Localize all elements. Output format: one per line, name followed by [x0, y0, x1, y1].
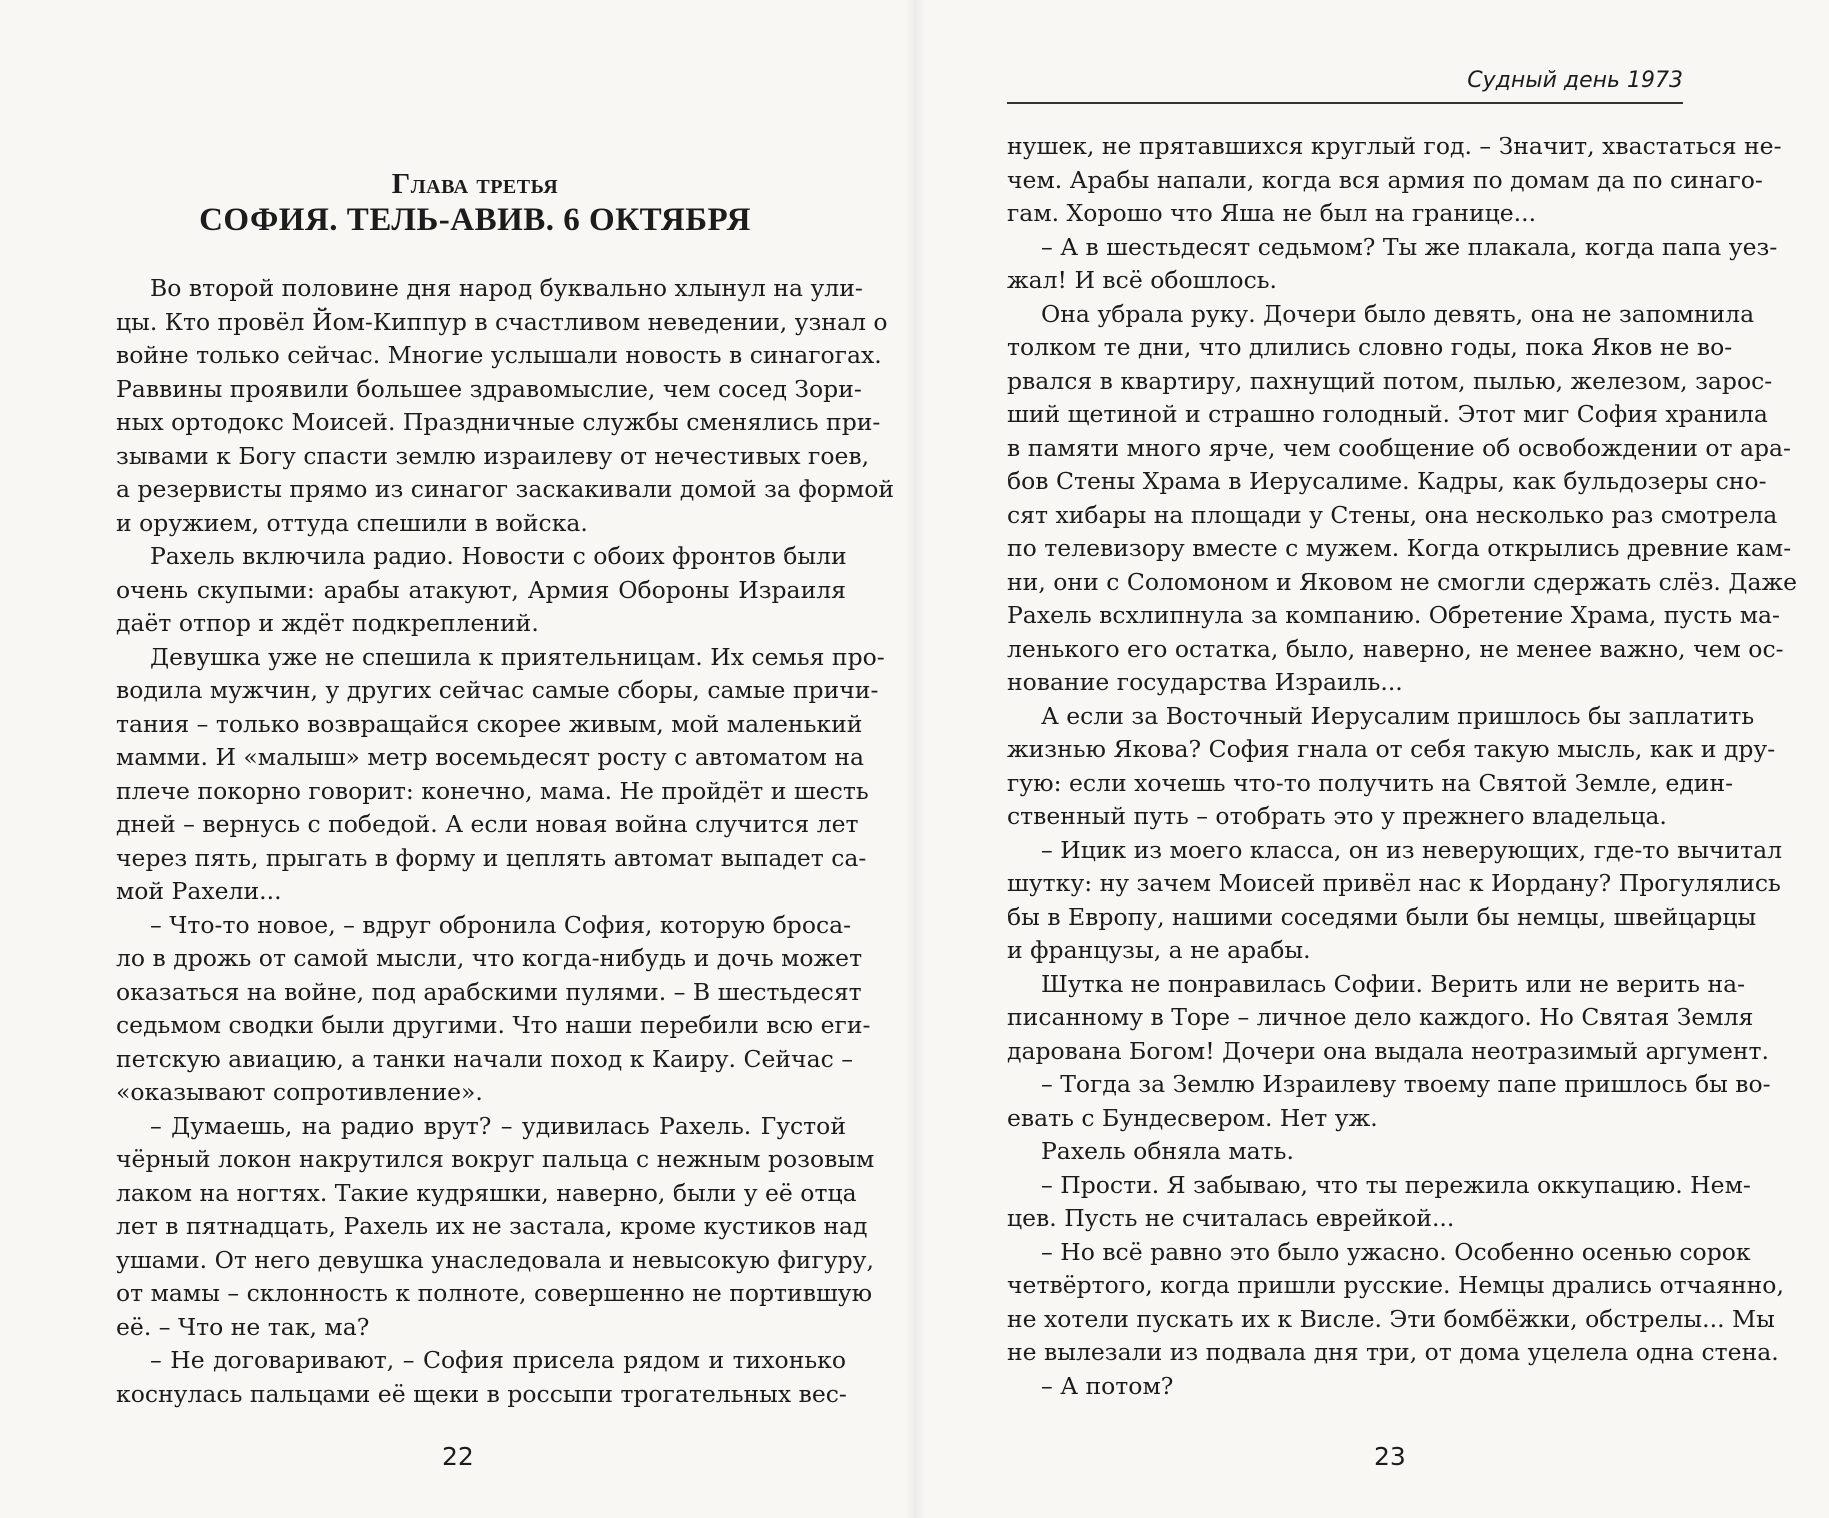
text-line: писанному в Торе – личное дело каждого. Но Святая Земля [1007, 1003, 1754, 1031]
text-line: ший щетиной и страшно голодный. Этот миг София хранила [1007, 400, 1768, 428]
text-line: сят хибары на площади у Стены, она несколько раз смотрела [1007, 500, 1778, 529]
text-line: не вылезали из подвала дня три, от дома уцелела одна стена. [1007, 1338, 1779, 1366]
text-line: ушами. От него девушка унаследовала и невысокую фигуру, [116, 1245, 874, 1274]
page-number-right: 23 [1374, 1442, 1406, 1471]
text-line: и французы, а не арабы. [1007, 936, 1311, 964]
text-line: бов Стены Храма в Иерусалиме. Кадры, как бульдозеры сно- [1007, 467, 1767, 495]
text-line: петскую авиацию, а танки начали поход к Каиру. Сейчас – [116, 1044, 853, 1073]
text-line: а резервисты прямо из синагог заскакивали домой за формой [116, 475, 895, 503]
text-line: Шутка не понравилась Софии. Верить или не верить на- [1041, 969, 1746, 998]
text-line: жал! И всё обошлось. [1007, 266, 1277, 294]
text-line: нование государства Израиль... [1007, 668, 1403, 696]
text-line: ни, они с Соломоном и Яковом не смогли сдержать слёз. Даже [1007, 567, 1797, 596]
text-line: чёрный локон накрутился вокруг пальца с нежным розовым [116, 1145, 875, 1173]
chapter-label: Глава третья [391, 168, 559, 200]
text-line: цев. Пусть не считалась еврейкой... [1007, 1204, 1455, 1232]
text-line: водила мужчин, у других сейчас самые сборы, самые причи- [116, 676, 879, 704]
text-line: чем. Арабы напали, когда вся армия по домам да по синаго- [1007, 165, 1763, 194]
text-line: зывами к Богу спасти землю израилеву от нечестивых гоев, [116, 441, 870, 470]
text-line: через пять, прыгать в форму и цеплять автомат выпадет са- [116, 843, 867, 872]
text-line: нушек, не прятавшихся круглый год. – Значит, хвастаться не- [1007, 132, 1782, 160]
text-line: в памяти много ярче, чем сообщение об освобождении от ара- [1007, 433, 1791, 462]
text-line: ных ортодокс Моисей. Праздничные службы сменялись при- [116, 408, 881, 436]
text-line: тания – только возвращайся скорее живым, мой маленький [116, 709, 863, 738]
text-line: – Но всё равно это было ужасно. Особенно осенью сорок [1041, 1237, 1751, 1266]
text-line: Она убрала руку. Дочери было девять, она не запомнила [1041, 299, 1755, 328]
text-line: Рахель включила радио. Новости с обоих фронтов были [150, 542, 847, 570]
text-line: даёт отпор и ждёт подкреплений. [116, 609, 539, 637]
text-line: ло в дрожь от самой мысли, что когда-нибудь и дочь может [116, 944, 863, 972]
text-line: рвался в квартиру, пахнущий потом, пылью, железом, зарос- [1007, 366, 1773, 395]
text-line: Рахель всхлипнула за компанию. Обретение Храма, пусть ма- [1007, 601, 1780, 629]
text-line: цы. Кто провёл Йом-Киппур в счастливом неведении, узнал о [116, 307, 888, 336]
right-page [915, 0, 1829, 1518]
text-line: плече покорно говорит: конечно, мама. Не пройдёт и шесть [116, 776, 869, 805]
text-line: лаком на ногтях. Такие кудряшки, наверно, были у её отца [116, 1178, 857, 1207]
header-rule [1007, 102, 1683, 104]
text-line: войне только сейчас. Многие услышали новость в синагогах. [116, 341, 882, 369]
text-line: толком те дни, что длились словно годы, пока Яков не во- [1007, 333, 1733, 361]
text-line: гую: если хочешь что-то получить на Святой Земле, един- [1007, 768, 1734, 797]
text-line: – Ицик из моего класса, он из неверующих, где-то вычитал [1041, 835, 1783, 864]
text-line: гам. Хорошо что Яша не был на границе... [1007, 199, 1537, 227]
text-line: – Думаешь, на радио врут? – удивилась Рахель. Густой [150, 1111, 846, 1140]
text-line: мой Рахели... [116, 877, 282, 905]
text-line: мамми. И «малыш» метр восемьдесят росту с автоматом на [116, 743, 864, 771]
text-line: Раввины проявили большее здравомыслие, чем сосед Зори- [116, 374, 862, 403]
text-line: – Тогда за Землю Израилеву твоему папе пришлось бы во- [1041, 1070, 1771, 1098]
left-body-text [116, 272, 895, 1411]
text-line: шутку: ну зачем Моисей привёл нас к Иордану? Прогулялись [1007, 869, 1781, 897]
text-line: оказаться на войне, под арабскими пулями. – В шестьдесят [116, 977, 862, 1006]
text-line: – А потом? [1041, 1371, 1174, 1400]
text-line: Девушка уже не спешила к приятельницам. Их семья про- [150, 642, 885, 671]
text-line: дней – вернусь с победой. А если новая война случится лет [116, 810, 859, 838]
running-head: Судный день 1973 [1467, 68, 1683, 93]
chapter-title: СОФИЯ. ТЕЛЬ-АВИВ. 6 ОКТЯБРЯ [199, 202, 751, 238]
text-line: – Что-то новое, – вдруг обронила София, которую бросa- [150, 910, 852, 939]
text-line: Рахель обняла мать. [1041, 1137, 1294, 1165]
text-line: и оружием, оттуда спешили в войска. [116, 508, 588, 537]
text-line: Во второй половине дня народ буквально хлынул на ули- [150, 274, 863, 302]
text-line: её. – Что не так, ма? [116, 1312, 370, 1341]
text-line: евать с Бундесвером. Нет уж. [1007, 1103, 1378, 1132]
text-line: седьмом сводки были другими. Что наши перебили всю еги- [116, 1011, 871, 1039]
text-line: от мамы – склонность к полноте, совершенно не портившую [116, 1279, 873, 1307]
text-line: четвёртого, когда пришли русские. Немцы дрались отчаянно, [1007, 1271, 1784, 1299]
right-body-text [1007, 130, 1797, 1403]
text-line: жизнью Якова? София гнала от себя такую мысль, как и дру- [1007, 735, 1776, 763]
text-line: по телевизору вместе с мужем. Когда открылись древние кам- [1007, 534, 1792, 562]
text-line: лет в пятнадцать, Рахель их не застала, кроме кустиков над [116, 1212, 868, 1240]
text-line: – А в шестьдесят седьмом? Ты же плакала, когда папа уез- [1041, 232, 1778, 261]
text-line: очень скупыми: арабы атакуют, Армия Обороны Израиля [116, 575, 846, 604]
page-number-left: 22 [442, 1442, 474, 1471]
text-line: – Прости. Я забываю, что ты пережила оккупацию. Нем- [1041, 1170, 1751, 1199]
text-line: «оказывают сопротивление». [116, 1078, 483, 1106]
text-line: дарована Богом! Дочери она выдала неотразимый аргумент. [1007, 1036, 1769, 1065]
text-line: ственный путь – отобрать это у прежнего владельца. [1007, 802, 1667, 830]
text-line: А если за Восточный Иерусалим пришлось бы заплатить [1041, 701, 1755, 730]
text-line: коснулась пальцами её щеки в россыпи трогательных вес- [116, 1379, 847, 1408]
text-line: ленького его остатка, было, наверно, не менее важно, чем ос- [1007, 634, 1784, 663]
text-line: не хотели пускать их к Висле. Эти бомбёжки, обстрелы... Мы [1007, 1304, 1775, 1333]
text-line: – Не договаривают, – София присела рядом и тихонько [150, 1346, 846, 1374]
text-line: бы в Европу, нашими соседями были бы немцы, швейцарцы [1007, 902, 1757, 931]
